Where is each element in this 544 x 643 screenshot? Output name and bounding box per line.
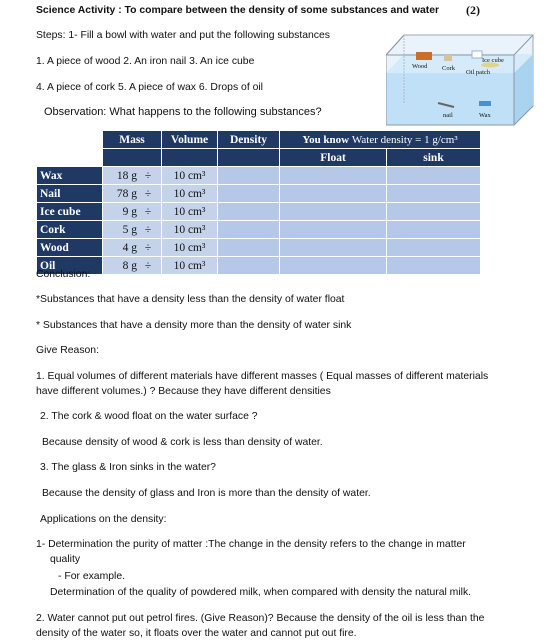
substance-name: Cork (37, 221, 103, 239)
divide-sign: ÷ (144, 205, 152, 218)
applications-heading: Applications on the density: (40, 514, 167, 525)
conclusion-point-2: * Substances that have a density more than the density of water sink (36, 320, 352, 331)
density-cell[interactable] (218, 221, 280, 239)
wood-piece (416, 52, 432, 60)
cork-piece (444, 55, 452, 61)
page-title: Science Activity : To compare between the density of some substances and water (36, 5, 440, 16)
mass-value: 4 g (122, 241, 137, 254)
volume-value: 10 cm³ (162, 239, 218, 257)
application-2-line-2: density of the water so, it floats over the water and cannot put out fire. (36, 628, 357, 639)
reason-2-answer: Because density of wood & cork is less than density of water. (42, 437, 323, 448)
sink-cell[interactable] (387, 185, 481, 203)
observation-heading: Observation: What happens to the following substances? (44, 106, 322, 118)
substance-name: Wood (37, 239, 103, 257)
table-row (37, 239, 481, 257)
table-row (37, 257, 481, 275)
divide-sign: ÷ (144, 259, 152, 272)
ice-cube-label: Ice cube (482, 57, 504, 64)
steps-intro: Steps: 1- Fill a bowl with water and put the following substances (36, 30, 330, 41)
application-1-line-2: quality (50, 554, 81, 565)
wax-label: Wax (479, 112, 491, 119)
wood-label: Wood (412, 63, 428, 70)
sink-cell[interactable] (387, 239, 481, 257)
float-cell[interactable] (280, 167, 387, 185)
reasons-heading: Give Reason: (36, 345, 99, 356)
substance-name: Ice cube (37, 203, 103, 221)
mass-value: 8 g (122, 259, 137, 272)
cork-label: Cork (442, 65, 455, 72)
volume-value: 10 cm³ (162, 185, 218, 203)
conclusion-heading: Conclusion: (36, 269, 91, 280)
application-2-line-1: 2. Water cannot put out petrol fires. (Give Reason)? Because the density of the oil is less than the (36, 613, 485, 624)
mass-value: 78 g (116, 187, 137, 200)
application-1-example: - For example. (58, 571, 125, 582)
volume-value: 10 cm³ (162, 167, 218, 185)
table-row (37, 185, 481, 203)
ice-cube-piece (472, 51, 482, 58)
table-row (37, 203, 481, 221)
mass-value: 18 g (116, 169, 137, 182)
sink-cell[interactable] (387, 257, 481, 275)
oil-patch-label: Oil patch (466, 69, 491, 76)
reason-1-line-2: have different volumes.) ? Because they have different densities (36, 386, 331, 397)
steps-line-2: 4. A piece of cork 5. A piece of wax 6. Drops of oil (36, 82, 263, 93)
table-row (37, 221, 481, 239)
density-cell[interactable] (218, 203, 280, 221)
sink-cell[interactable] (387, 203, 481, 221)
density-cell[interactable] (218, 167, 280, 185)
divide-sign: ÷ (144, 223, 152, 236)
density-cell[interactable] (218, 257, 280, 275)
float-cell[interactable] (280, 221, 387, 239)
application-1-example-text: Determination of the quality of powdered milk, when compared with density the natural milk. (50, 587, 472, 598)
density-table (36, 130, 481, 275)
density-header: Density (218, 131, 280, 149)
you-know-header (280, 131, 481, 149)
volume-value: 10 cm³ (162, 203, 218, 221)
water-density-note: Water density = 1 g/cm³ (351, 133, 458, 146)
reason-1-line-1: 1. Equal volumes of different materials have different masses ( Equal masses of different materials (36, 371, 489, 382)
density-cell[interactable] (218, 185, 280, 203)
float-header: Float (280, 149, 387, 167)
conclusion-point-1: *Substances that have a density less than the density of water float (36, 294, 345, 305)
float-cell[interactable] (280, 257, 387, 275)
mass-value: 5 g (122, 223, 137, 236)
divide-sign: ÷ (144, 241, 152, 254)
reason-3-answer: Because the density of glass and Iron is more than the density of water. (42, 488, 371, 499)
divide-sign: ÷ (144, 169, 152, 182)
substance-name: Nail (37, 185, 103, 203)
divide-sign: ÷ (144, 187, 152, 200)
reason-3-question: 3. The glass & Iron sinks in the water? (40, 462, 216, 473)
volume-value: 10 cm³ (162, 257, 218, 275)
water-tank-illustration (386, 33, 534, 127)
float-cell[interactable] (280, 239, 387, 257)
substance-name: Oil (37, 257, 103, 275)
float-cell[interactable] (280, 185, 387, 203)
mass-value: 9 g (122, 205, 137, 218)
application-1-line-1: 1- Determination the purity of matter :The change in the density refers to the change in matter (36, 539, 466, 550)
sink-header: sink (387, 149, 481, 167)
nail-label: nail (443, 112, 453, 119)
wax-piece (479, 101, 491, 106)
page-number: (2) (466, 3, 480, 17)
steps-line-1: 1. A piece of wood 2. An iron nail 3. An ice cube (36, 56, 255, 67)
substance-name: Wax (37, 167, 103, 185)
volume-value: 10 cm³ (162, 221, 218, 239)
volume-header: Volume (162, 131, 218, 149)
table-row (37, 167, 481, 185)
sink-cell[interactable] (387, 167, 481, 185)
you-know-label: You know (302, 133, 350, 146)
reason-2-question: 2. The cork & wood float on the water surface ? (40, 411, 258, 422)
float-cell[interactable] (280, 203, 387, 221)
density-cell[interactable] (218, 239, 280, 257)
sink-cell[interactable] (387, 221, 481, 239)
mass-header: Mass (103, 131, 162, 149)
